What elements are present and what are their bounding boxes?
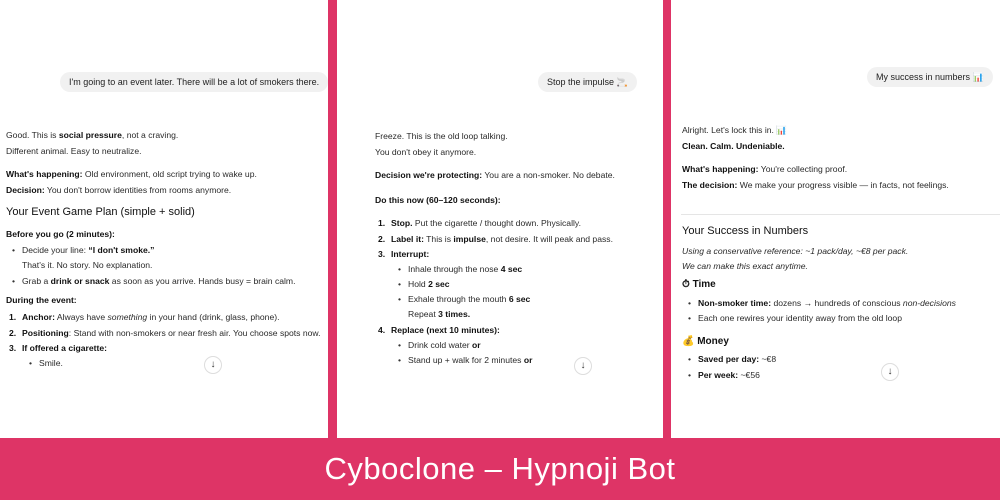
chat-panel-impulse — [337, 0, 663, 438]
bold-text: What's happening: — [6, 169, 83, 179]
text: Put the cigarette / thought down. Physically. — [412, 218, 581, 228]
text: Freeze. This is the old loop talking. — [375, 131, 508, 141]
text: You don't borrow identities from rooms anymore. — [44, 185, 232, 195]
message-line — [682, 163, 847, 175]
text: : Stand with non-smokers or near fresh air. You choose spots now. — [68, 328, 321, 338]
section-heading — [682, 279, 716, 291]
text: This is — [423, 234, 454, 244]
text: Drink cold water — [408, 340, 472, 350]
bullet-item — [398, 263, 523, 275]
bold-text: Do this now (60–120 seconds): — [375, 195, 501, 205]
bullet-icon: • — [29, 358, 33, 368]
section-heading — [682, 225, 808, 237]
text: Smile. — [39, 358, 63, 368]
bullet-item — [398, 339, 481, 351]
message-line — [375, 130, 508, 142]
bullet-item — [688, 353, 777, 365]
message-line — [6, 145, 142, 157]
bold-text: or — [523, 355, 533, 365]
list-number: 4. — [378, 325, 386, 335]
list-number: 2. — [378, 234, 386, 244]
text: 💰 Money — [682, 336, 729, 347]
bullet-item — [12, 244, 155, 256]
message-line — [682, 124, 787, 136]
text: ~€56 — [738, 370, 760, 380]
message-line — [6, 184, 231, 196]
numbered-item — [378, 324, 500, 336]
text: Grab a — [22, 276, 51, 286]
text: That's it. No story. No explanation. — [22, 260, 153, 270]
arrow-down-icon: ↓ — [887, 366, 893, 377]
bullet-icon: • — [688, 313, 692, 323]
text: ~€8 — [759, 354, 777, 364]
bold-text: 2 sec — [428, 279, 450, 289]
bold-text: 3 times. — [438, 309, 471, 319]
text: Decide your line: — [22, 245, 89, 255]
text: as soon as you arrive. Hands busy = brain calm. — [109, 276, 296, 286]
message-line — [22, 259, 152, 271]
arrow-down-icon: ↓ — [580, 360, 586, 371]
bullet-item — [29, 357, 63, 369]
message-line — [682, 179, 949, 191]
message-line — [375, 146, 476, 158]
text: Old environment, old script trying to wake up. — [82, 169, 257, 179]
arrow-down-icon: ↓ — [210, 359, 216, 370]
italic-text: We can make this exact anytime. — [682, 261, 808, 271]
bold-text: impulse — [453, 234, 486, 244]
numbered-item — [378, 233, 613, 245]
scroll-down-button[interactable] — [204, 356, 222, 374]
bullet-item — [398, 354, 533, 366]
bold-text: Positioning — [22, 328, 69, 338]
text: Different animal. Easy to neutralize. — [6, 146, 142, 156]
text: Each one rewires your identity away from the old loop — [698, 313, 902, 323]
section-heading — [6, 206, 195, 218]
bullet-icon: • — [398, 264, 402, 274]
bullet-icon: • — [12, 276, 16, 286]
bold-text: If offered a cigarette: — [22, 343, 108, 353]
chat-panel-success — [671, 0, 1000, 438]
text: Exhale through the mouth — [408, 294, 509, 304]
bullet-icon: • — [12, 245, 16, 255]
bold-text: Saved per day: — [698, 354, 760, 364]
bold-text: Decision: — [6, 185, 45, 195]
message-line — [6, 168, 257, 180]
text: You're collecting proof. — [758, 164, 848, 174]
bold-text: Decision we're protecting: — [375, 170, 483, 180]
banner-title: Cyboclone – Hypnoji Bot — [324, 451, 676, 486]
text: ⏱ Time — [682, 279, 716, 290]
message-line — [408, 308, 470, 320]
bold-text: Stop. — [391, 218, 413, 228]
scroll-down-button[interactable] — [574, 357, 592, 375]
bold-text: 6 sec — [508, 294, 531, 304]
italic-text: non-decisions — [902, 298, 956, 308]
message-line — [682, 245, 908, 257]
italic-text: Using a conservative reference: ~1 pack/day, ~€8 per pack. — [682, 246, 909, 256]
text: Stand up + walk for 2 minutes — [408, 355, 524, 365]
numbered-item — [9, 342, 108, 354]
bullet-item — [398, 293, 531, 305]
text: in your hand (drink, glass, phone). — [147, 312, 280, 322]
bold-text: Anchor: — [22, 312, 55, 322]
bullet-item — [688, 297, 956, 309]
numbered-item — [378, 248, 430, 260]
bold-text: “I don't smoke.” — [88, 245, 155, 255]
text: , not desire. It will peak and pass. — [485, 234, 613, 244]
bold-text: Non-smoker time: — [698, 298, 772, 308]
bold-text: drink or snack — [50, 276, 110, 286]
numbered-item — [378, 217, 581, 229]
message-line — [375, 194, 501, 206]
text: Good. This is — [6, 130, 59, 140]
list-number: 1. — [378, 218, 386, 228]
divider — [681, 214, 1000, 215]
bullet-item — [688, 369, 760, 381]
message-line — [682, 260, 808, 272]
list-number: 3. — [9, 343, 17, 353]
section-heading — [682, 336, 729, 348]
text: Alright. Let's lock this in. 📊 — [682, 125, 788, 135]
bullet-icon: • — [398, 279, 402, 289]
bullet-icon: • — [688, 298, 692, 308]
bullet-icon: • — [398, 355, 402, 365]
bullet-icon: • — [398, 294, 402, 304]
text: , not a craving. — [121, 130, 179, 140]
italic-text: something — [107, 312, 148, 322]
numbered-item — [9, 311, 280, 323]
message-line — [682, 140, 785, 152]
bullet-icon: • — [398, 340, 402, 350]
bold-text: The decision: — [682, 180, 738, 190]
list-number: 3. — [378, 249, 386, 259]
text: Your Success in Numbers — [682, 225, 809, 237]
user-message-bubble: My success in numbers 📊 — [867, 67, 993, 87]
text: We make your progress visible — in facts, not feelings. — [737, 180, 949, 190]
bold-text: Replace (next 10 minutes): — [391, 325, 500, 335]
numbered-item — [9, 327, 321, 339]
text: Inhale through the nose — [408, 264, 501, 274]
bold-text: During the event: — [6, 295, 77, 305]
list-number: 2. — [9, 328, 17, 338]
message-line — [6, 129, 178, 141]
text: Hold — [408, 279, 429, 289]
bold-text: Interrupt: — [391, 249, 430, 259]
bold-text: Per week: — [698, 370, 739, 380]
chat-panel-event — [0, 0, 328, 438]
text: Your Event Game Plan (simple + solid) — [6, 206, 195, 218]
text: You don't obey it anymore. — [375, 147, 477, 157]
bold-text: What's happening: — [682, 164, 759, 174]
text: Always have — [54, 312, 108, 322]
text: Repeat — [408, 309, 439, 319]
bullet-icon: • — [688, 354, 692, 364]
bold-text: or — [472, 340, 481, 350]
user-message-bubble: I'm going to an event later. There will be a lot of smokers there. — [60, 72, 328, 92]
list-number: 1. — [9, 312, 17, 322]
scroll-down-button[interactable] — [881, 363, 899, 381]
bullet-item — [12, 275, 296, 287]
bold-text: social pressure — [58, 130, 122, 140]
bold-text: 4 sec — [500, 264, 523, 274]
message-line — [375, 169, 615, 181]
bullet-item — [398, 278, 450, 290]
bold-text: Label it: — [391, 234, 424, 244]
message-line — [6, 294, 77, 306]
bold-text: Clean. Calm. Undeniable. — [682, 141, 785, 151]
user-message-bubble: Stop the impulse 🚬 — [538, 72, 637, 92]
text: You are a non-smoker. No debate. — [482, 170, 615, 180]
text: dozens → hundreds of conscious — [771, 298, 903, 308]
bullet-icon: • — [688, 370, 692, 380]
bold-text: Before you go (2 minutes): — [6, 229, 115, 239]
bullet-item — [688, 312, 902, 324]
message-line — [6, 228, 115, 240]
